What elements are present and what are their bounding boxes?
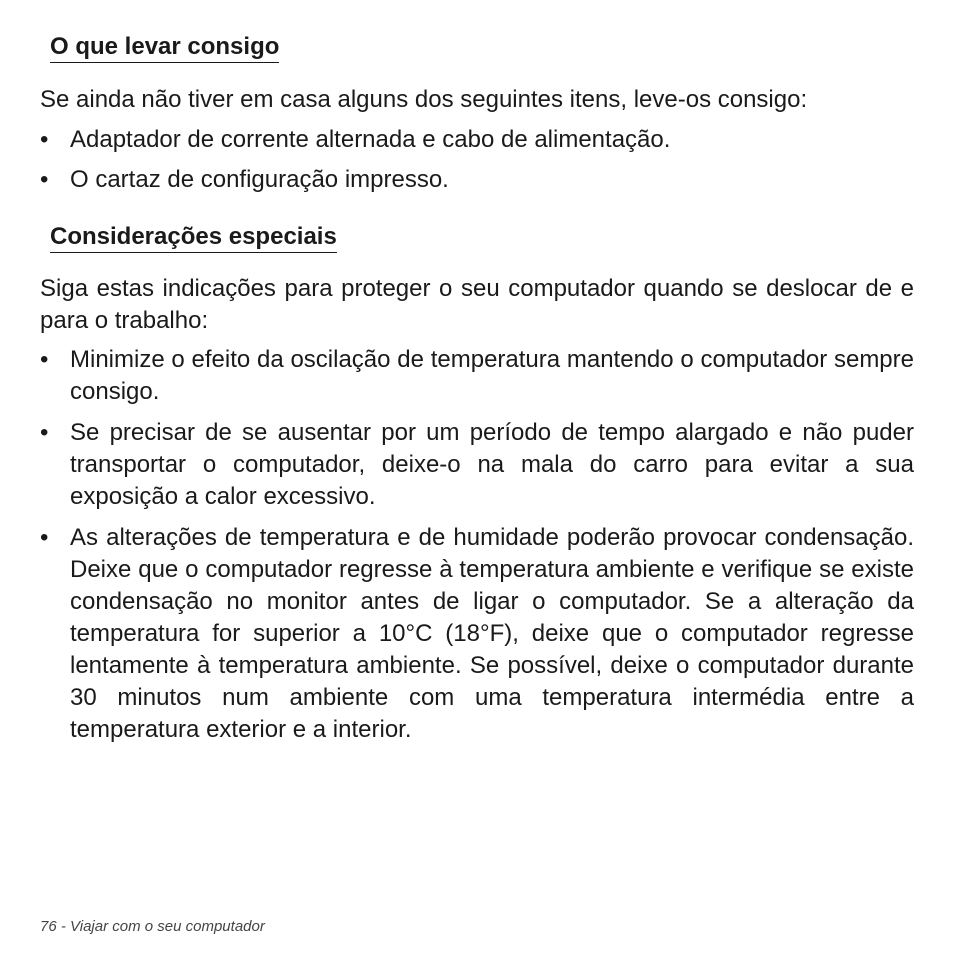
- list-item-text: O cartaz de configuração impresso.: [70, 166, 449, 193]
- bullet-icon: •: [40, 346, 49, 373]
- list-item-text: As alterações de temperatura e de humidade poderão provocar condensação. Deixe que o computador regresse à temperatura ambiente e verifique se existe condensação no monitor antes de ligar o computador. Se a alteração da temperatura for superior a 10°C (18°F), deixe que o computador regresse lentamente à temperatura ambiente. Se possível, deixe o computador durante 30 minutos num ambiente com uma temperatura intermédia entre a temperatura exterior e a interior.: [70, 524, 914, 743]
- list-item-text: Adaptador de corrente alternada e cabo de alimentação.: [70, 126, 671, 153]
- list-item: [40, 124, 914, 156]
- bullet-icon: •: [40, 419, 49, 446]
- bullet-list-special-considerations: [40, 344, 914, 755]
- bullet-icon: •: [40, 126, 49, 153]
- list-item: [40, 164, 914, 196]
- section-heading-special-considerations: Considerações especiais: [50, 223, 337, 253]
- page-footer: 76 - Viajar com o seu computador: [40, 918, 265, 935]
- section-intro-what-to-take: Se ainda não tiver em casa alguns dos seguintes itens, leve-os consigo:: [40, 86, 808, 113]
- bullet-list-what-to-take: [40, 124, 914, 204]
- list-item-text: Se precisar de se ausentar por um período de tempo alargado e não puder transportar o computador, deixe-o na mala do carro para evitar a sua exposição a calor excessivo.: [70, 419, 914, 510]
- list-item: [40, 344, 914, 408]
- list-item: [40, 522, 914, 746]
- bullet-icon: •: [40, 524, 49, 551]
- list-item-text: Minimize o efeito da oscilação de temperatura mantendo o computador sempre consigo.: [70, 346, 914, 405]
- list-item: [40, 417, 914, 513]
- section-intro-special-considerations: Siga estas indicações para proteger o seu computador quando se deslocar de e para o trabalho:: [40, 275, 914, 334]
- section-heading-what-to-take: O que levar consigo: [50, 33, 279, 63]
- bullet-icon: •: [40, 166, 49, 193]
